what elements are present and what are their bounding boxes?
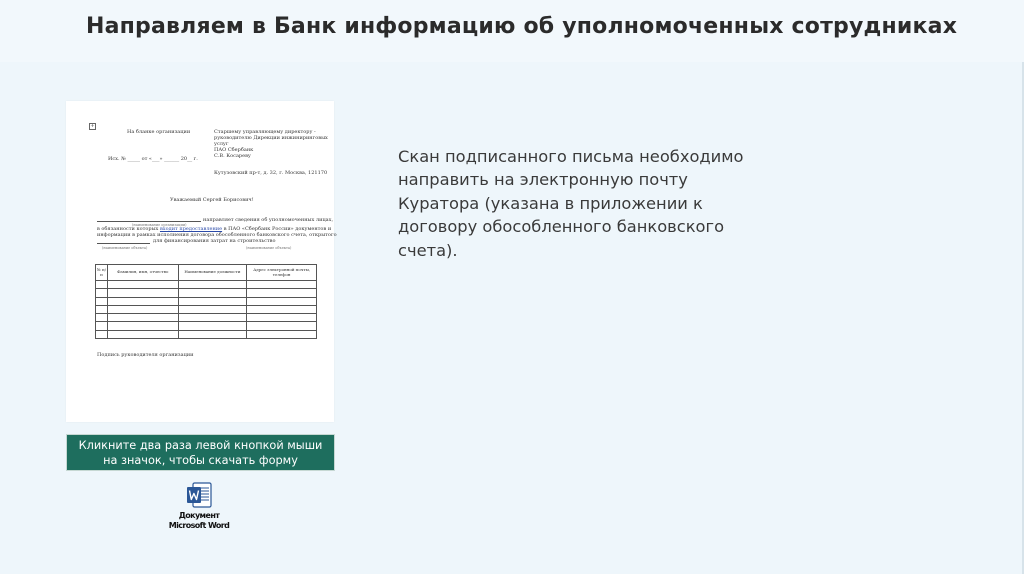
duties-link[interactable]: входит предоставление [159,226,223,232]
table-cell [247,281,317,289]
table-header-row [96,265,317,281]
table-header-position: Наименование должности [178,265,247,281]
move-anchor-icon: + [90,123,95,129]
table-cell [178,330,247,338]
table-cell [107,322,178,330]
greeting: Уважаемый Сергей Борисович! [170,197,254,203]
bank-address: Кутузовский пр-т, д. 32, г. Москва, 121170 [214,170,328,176]
instruction-line-4: договору обособленного банковского [398,217,725,237]
addressee-line-1: Старшему управляющему директору - [214,129,316,135]
table-cell [247,305,317,313]
table-cell [247,330,317,338]
table-cell [178,305,247,313]
table-row [96,305,317,313]
table-cell [178,314,247,322]
table-cell [107,314,178,322]
org-blank-label: На бланке организации [127,129,191,135]
table-row [96,281,317,289]
table-cell [96,305,108,313]
table-cell [96,281,108,289]
addressee-line-3: услуг [214,141,229,147]
table-row [96,297,317,305]
object-note-left: (наименование объекта) [102,246,148,250]
instruction-line-1: Скан подписанного письма необходимо [398,147,744,166]
table-cell [247,297,317,305]
addressee-line-2: руководителю Дирекции инжиниринговых [214,135,328,141]
sends-info-text: направляет сведения об уполномоченных лицах, [203,217,334,223]
table-cell [107,330,178,338]
table-cell [247,314,317,322]
outgoing-reference: Исх. № _____ от «___» ______ 20__ г. [108,156,198,162]
download-hint-button[interactable] [66,434,335,471]
signature-label: Подпись руководителя организации [97,352,194,358]
addressee-line-5: С.В. Косареву [214,153,251,159]
page-title: Направляем в Банк информацию об уполномоченных сотрудниках [86,14,958,39]
table-cell [107,281,178,289]
table-header-num: № п/п [96,265,108,281]
document-preview [66,101,337,422]
table-row [96,314,317,322]
table-cell [247,289,317,297]
instruction-line-5: счета). [398,240,458,260]
table-cell [96,330,108,338]
duties-suffix: в ПАО «Сбербанк России» документов и [223,226,332,232]
table-cell [96,297,108,305]
instruction-text [398,145,808,262]
table-cell [96,314,108,322]
table-cell [178,322,247,330]
table-cell [178,289,247,297]
table-row [96,289,317,297]
word-label-line-1: Документ [178,511,220,520]
instruction-line-2: направить на электронную почту [398,170,688,190]
instruction-line-3: Куратора (указана в приложении к [398,193,703,213]
org-small-note: (наименование организации) [132,223,187,227]
table-cell [178,281,247,289]
employees-table [95,264,317,339]
object-note-right: (наименование объекта) [246,246,292,250]
word-label-line-2: Microsoft Word [168,521,230,530]
table-row [96,330,317,338]
table-cell [96,322,108,330]
table-header-contacts: Адрес электронной почты, телефон [247,265,317,281]
table-cell [107,289,178,297]
table-cell [96,289,108,297]
table-header-fio: Фамилия, имя, отчество [107,265,178,281]
info-line: информации в рамках исполнения договора обособленного банковского счета, открытого [97,232,337,238]
download-hint-line-1: Кликните два раза левой кнопкой мыши [78,439,323,452]
table-cell [247,322,317,330]
download-hint-line-2: на значок, чтобы скачать форму [103,454,298,467]
addressee-line-4: ПАО Сбербанк [214,147,254,153]
word-document-icon[interactable] [185,481,213,509]
object-line [97,243,150,244]
financing-line: для финансирования затрат на строительство [153,238,276,244]
table-cell [178,297,247,305]
table-cell [107,297,178,305]
table-row [96,322,317,330]
word-attachment-label[interactable] [157,511,241,531]
duties-prefix: в обязанности которых [97,226,159,232]
table-cell [107,305,178,313]
